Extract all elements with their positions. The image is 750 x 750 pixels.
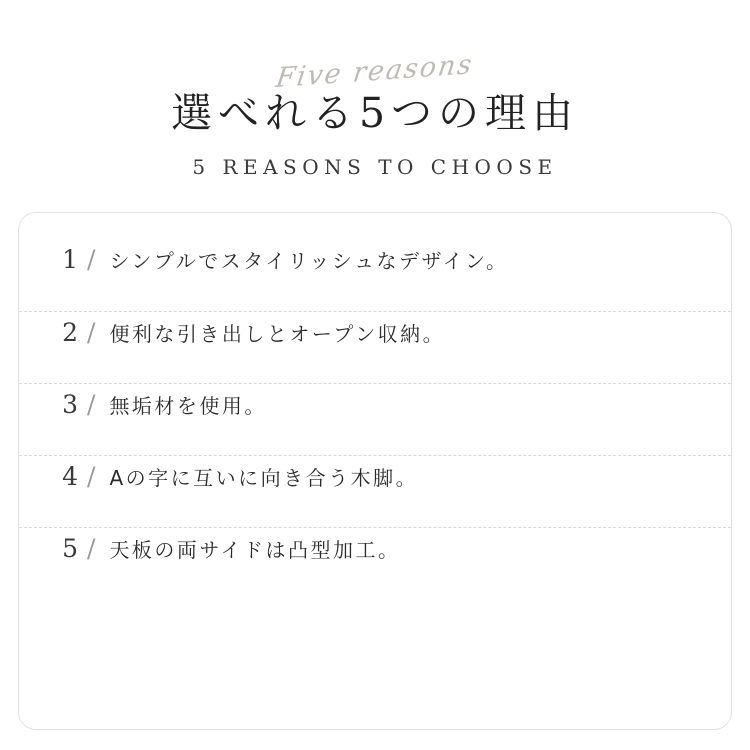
reason-separator: / [87, 534, 96, 563]
reason-text: Aの字に互いに向き合う木脚。 [109, 466, 419, 490]
header [0, 0, 750, 179]
list-item [19, 311, 731, 383]
reason-number: 5 [62, 534, 79, 563]
list-item [19, 527, 731, 599]
reason-number: 4 [62, 462, 79, 491]
reason-separator: / [87, 462, 96, 491]
reason-text: 無垢材を使用。 [109, 394, 267, 418]
reason-separator: / [87, 390, 96, 419]
page-title: 選べれる5つの理由 [170, 89, 580, 137]
reason-text: 天板の両サイドは凸型加工。 [109, 538, 401, 562]
list-item [19, 455, 731, 527]
script-heading-text: Five reasons [274, 48, 476, 95]
reason-number: 3 [62, 390, 79, 419]
list-item [19, 383, 731, 455]
reasons-card [18, 212, 732, 730]
reason-text: シンプルでスタイリッシュなデザイン。 [109, 249, 509, 273]
page-subtitle: 5 REASONS TO CHOOSE [192, 155, 558, 180]
reason-text: 便利な引き出しとオープン収納。 [109, 322, 446, 346]
reasons-list [19, 213, 731, 599]
reason-separator: / [87, 318, 96, 347]
reason-number: 1 [62, 245, 79, 274]
reason-separator: / [87, 245, 96, 274]
reason-number: 2 [62, 318, 79, 347]
list-item [19, 239, 731, 311]
